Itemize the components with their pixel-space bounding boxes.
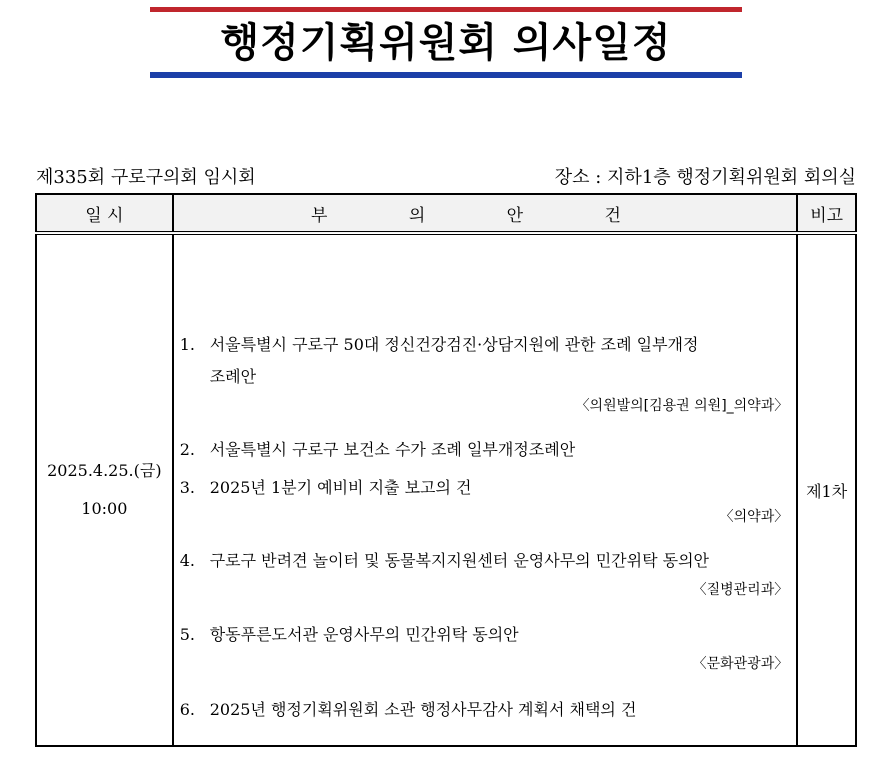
- agenda-list: [174, 235, 797, 745]
- agenda-item-4: 4. 구로구 반려견 놀이터 및 동물복지지원센터 운영사무의 민간위탁 동의안: [179, 551, 709, 570]
- meeting-time: 10:00: [81, 499, 128, 518]
- place-label: 장소 : 지하1층 행정기획위원회 회의실: [554, 167, 856, 188]
- agenda-item-6: 6. 2025년 행정기획위원회 소관 행정사무감사 계획서 채택의 건: [179, 700, 637, 719]
- agenda-item-1: 1. 서울특별시 구로구 50대 정신건강검진·상담지원에 관한 조례 일부개정: [179, 335, 699, 354]
- title-bottom-bar: [150, 72, 742, 78]
- agenda-item-3: 3. 2025년 1분기 예비비 지출 보고의 건: [179, 478, 472, 497]
- table-header-row: [36, 194, 856, 233]
- agenda-item-2: 2. 서울특별시 구로구 보건소 수가 조례 일부개정조례안: [179, 440, 576, 459]
- page-title: 행정기획위원회 의사일정: [220, 20, 672, 66]
- table-row: [36, 233, 856, 746]
- agenda-item-1-dept: 〈의원발의[김용권 의원]_의약과〉: [575, 398, 789, 414]
- note-cell: 제1차: [797, 233, 856, 746]
- title-top-bar: [150, 7, 742, 12]
- agenda-item-5: 5. 항동푸른도서관 운영사무의 민간위탁 동의안: [179, 625, 519, 644]
- agenda-item-1-cont: 조례안: [209, 367, 257, 386]
- agenda-item-3-dept: 〈의약과〉: [719, 509, 789, 525]
- agenda-item-5-dept: 〈문화관광과〉: [692, 656, 789, 672]
- agenda-table: [35, 193, 857, 747]
- date-cell: [36, 233, 173, 746]
- agenda-item-4-dept: 〈질병관리과〉: [692, 582, 789, 598]
- agenda-cell: [173, 233, 798, 746]
- header-note: 비고: [797, 194, 856, 233]
- session-label: 제335회 구로구의회 임시회: [36, 167, 256, 188]
- header-agenda: 부 의 안 건: [173, 194, 798, 233]
- meeting-date: 2025.4.25.(금): [47, 461, 162, 480]
- header-date: 일 시: [36, 194, 173, 233]
